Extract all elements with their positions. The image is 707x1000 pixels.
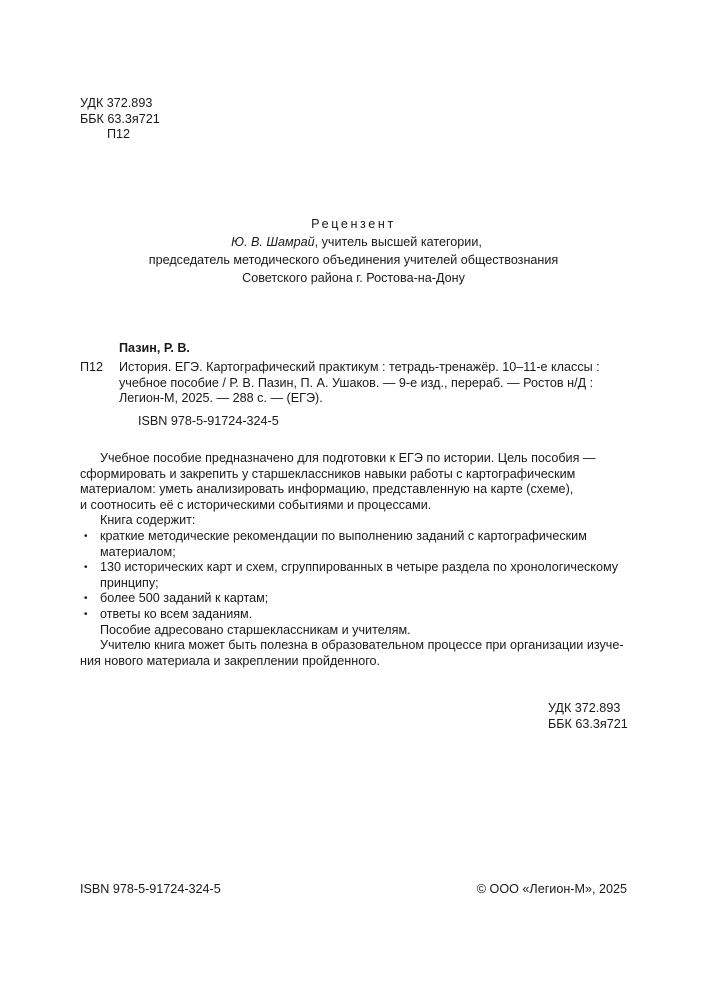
- biblio-description: [119, 360, 600, 407]
- reviewer-name: Ю. В. Шамрай: [231, 235, 315, 249]
- annotation: [80, 451, 628, 669]
- bottom-udk-code: УДК 372.893: [548, 701, 621, 715]
- biblio-line-2: учебное пособие / Р. В. Пазин, П. А. Ушаков. — 9-е изд., перераб. — Ростов н/Д :: [119, 375, 594, 390]
- audience-statement: Пособие адресовано старшеклассникам и учителям.: [100, 622, 411, 637]
- biblio-line-1: История. ЕГЭ. Картографический практикум : тетрадь-тренажёр. 10–11-е классы :: [119, 360, 600, 374]
- reviewer-heading: Рецензент: [311, 217, 396, 231]
- reviewer-line-3: Советского района г. Ростова-на-Дону: [242, 271, 465, 285]
- annotation-line: Учебное пособие предназначено для подготовки к ЕГЭ по истории. Цель пособия —: [100, 451, 596, 465]
- biblio-isbn: ISBN 978-5-91724-324-5: [138, 414, 279, 428]
- reviewer-position: , учитель высшей категории,: [314, 235, 482, 249]
- list-item: • более 500 заданий к картам;: [80, 591, 628, 607]
- reviewer-line-2: председатель методического объединения учителей обществознания: [148, 253, 559, 267]
- reviewer-block: [0, 217, 707, 289]
- list-item: • ответы ко всем заданиям.: [80, 607, 628, 623]
- annotation-line: и соотносить её с историческими событиями и процессами.: [80, 497, 432, 512]
- bottom-classification-codes: [548, 701, 628, 732]
- list-item: • 130 исторических карт и схем, сгруппированных в четыре раздела по хронологическому принципу;: [80, 560, 628, 591]
- biblio-author: Пазин, Р. В.: [119, 341, 190, 355]
- annotation-line: материалом: уметь анализировать информацию, представленную на карте (схеме),: [80, 482, 574, 497]
- footer-copyright: © ООО «Легион-М», 2025: [476, 882, 627, 896]
- biblio-author-mark: П12: [80, 360, 104, 374]
- bottom-bbk-code: ББК 63.3я721: [548, 716, 628, 731]
- top-udk-code: УДК 372.893: [80, 96, 153, 110]
- biblio-line-3: Легион-М, 2025. — 288 с. — (ЕГЭ).: [119, 391, 323, 406]
- contents-list: [80, 529, 628, 623]
- annotation-line: сформировать и закрепить у старшеклассников навыки работы с картографическим: [80, 466, 576, 481]
- footer-isbn: ISBN 978-5-91724-324-5: [80, 882, 221, 896]
- reviewer-line-1: [0, 235, 707, 253]
- annotation-line: Учителю книга может быть полезна в образовательном процессе при организации изуче-: [100, 638, 624, 653]
- annotation-line: ния нового материала и закреплении пройденного.: [80, 653, 381, 668]
- top-author-mark: П12: [107, 127, 131, 142]
- top-bbk-code: ББК 63.3я721: [80, 111, 160, 126]
- list-item: • краткие методические рекомендации по выполнению заданий с картографическим материалом;: [80, 529, 628, 560]
- contents-heading: Книга содержит:: [100, 513, 196, 528]
- top-classification-codes: [80, 96, 160, 143]
